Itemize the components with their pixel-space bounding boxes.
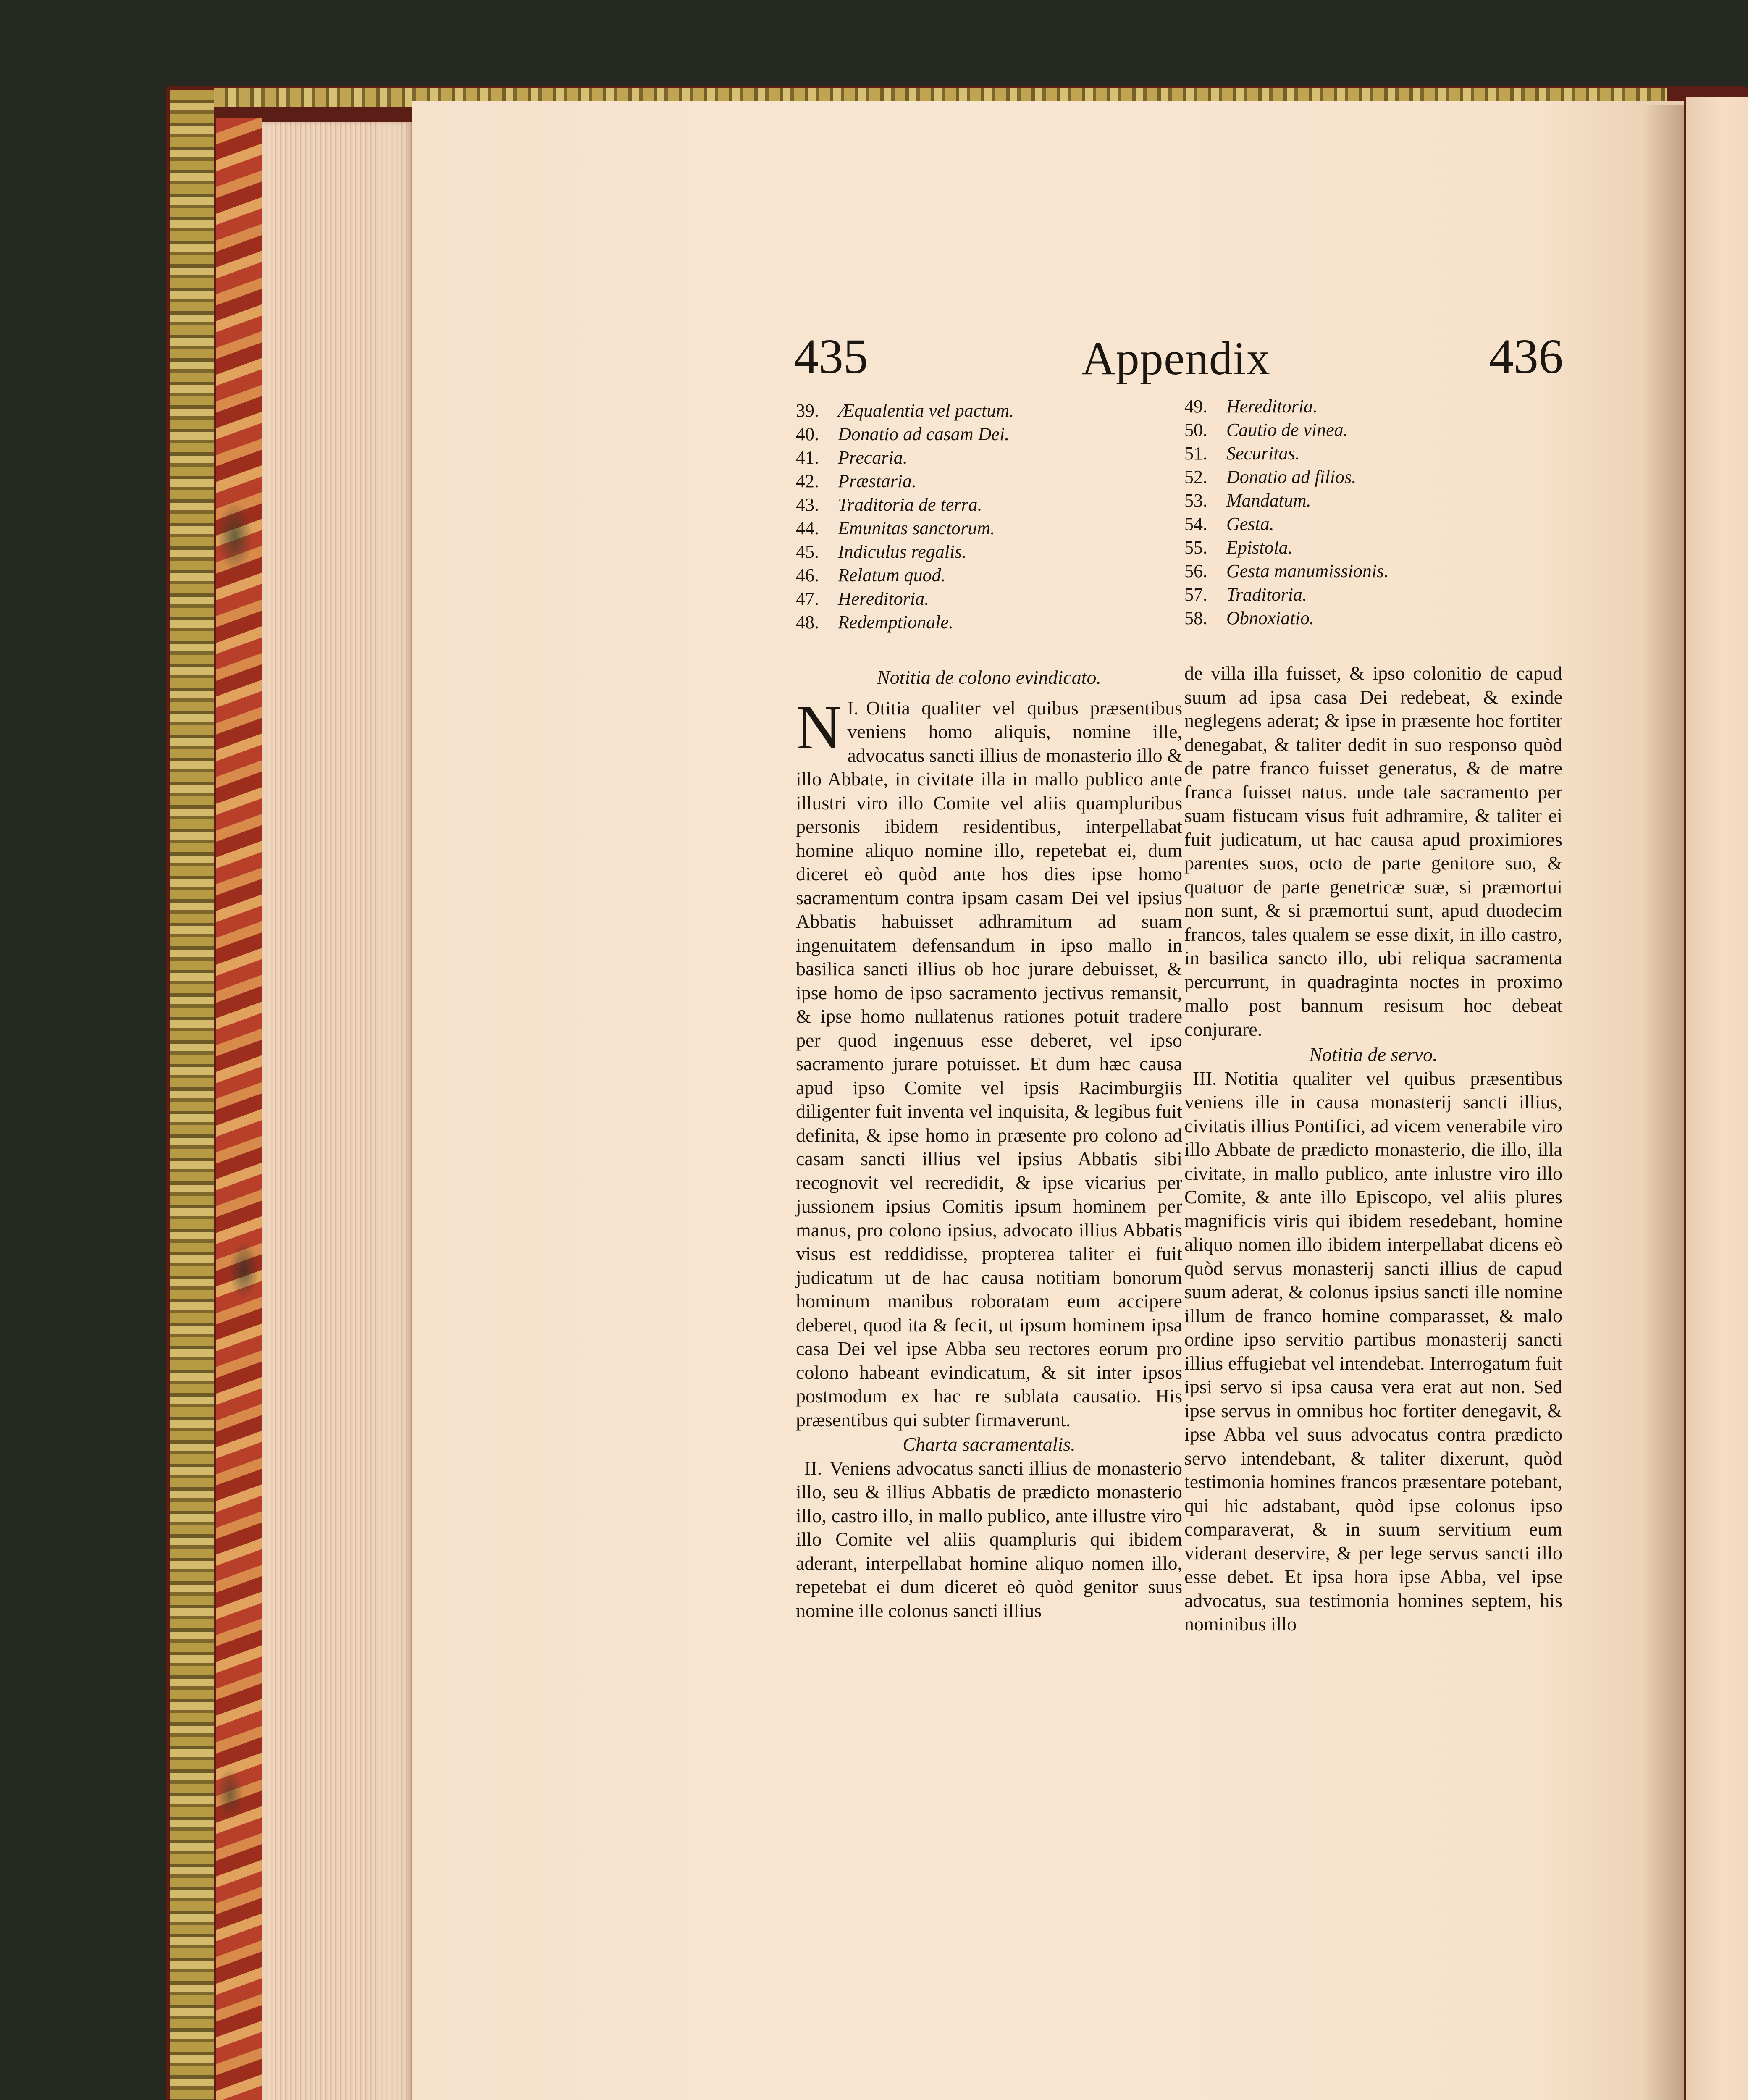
contents-list-right xyxy=(1184,395,1562,630)
list-item: 48. Redemptionale. xyxy=(796,612,953,633)
page-number-left: 435 xyxy=(794,329,868,384)
text-column-right xyxy=(1184,662,1562,1636)
paragraph: I. N Otitia qualiter vel quibus præsentibus veniens homo aliquis, nomine ille, advocatus sancti illius de monasterio illo & illo Abbate, in civitate illa in mallo publico ante illustri viro illo Comite vel aliis quampluribus personis ibidem residentibus, interpellabat homine aliquo nomine illo, repetebat ei, dum diceret eò quòd ante hos dies ipse homo sacramentum contra ipsam casam Dei vel ipsius Abbatis habuisset adhramitum ad suam ingenuitatem defensandum in ipso mallo in basilica sancti illius ob hoc jurare debuisset, & ipse homo de ipso sacramento jectivus remansit, & ipse homo nullatenus rationes potuit tradere per quod ingenuus esse deberet, vel ipso sacramento jurare potuisset. Et dum hæc causa apud ipso Comite vel ipsis Racimburgiis diligenter fuit inventa vel inquisita, & legibus fuit definita, & ipse homo in præsente pro colono ad casam sancti illius vel ipsius Abbatis sibi recognovit vel recredidit, & ipse vicarius per jussionem ipsius Comitis ipsum hominem per manus, pro colono ipsius, advocato illius Abbatis visus est reddidisse, propterea taliter ei fuit judicatum ut de hac causa notitiam bonorum hominum manibus roboratam eum accipere deberet, quod ita & fecit, ut ipsum hominem ipsa casa Dei vel ipse Abba seu rectores eorum pro colono habeant evindicatum, & sit inter ipsos postmodum ex hac re sublata causatio. His præsentibus qui subter firmaverunt. xyxy=(796,692,1182,1431)
paragraph: III. Notitia qualiter vel quibus præsentibus veniens ille in causa monasterij sancti illius, civitatis illius Pontifici, ad vicem venerabile viro illo Abbate de prædicto monasterio, die illo, illa civitate, in mallo publico, ante inlustre viro illo Comite, & ante illo Episcopo, vel aliis plures magnificis viris qui ibidem resedebant, homine aliquo nomen illo ibidem interpellabat dicens eò quòd servus monasterij sancti illius de capud suum aderat, & colonus ipsius sancti ille nomine illum de franco homine comparasset, & malo ordine ipso servitio partibus monasterij sancti illius effugiebat vel intendebat. Interrogatum fuit ipsi servo si ipsa causa vera erat aut non. Sed ipse servus in omnibus hoc fortiter denegavit, & ipse Abba vel suus advocatus contra prædicto servo intendebant, & taliter dixerunt, quòd testimonia homines francos præsentare potebant, qui hic adstabant, quòd ipse colonus ipso comparaverat, & in suum servitium eum viderant deservire, & per lege servus sancti illo esse debet. Et ipsa hora ipse Abba, vel ipse advocatus, sua testimonia homines septem, his nominibus illo xyxy=(1184,1067,1562,1635)
list-item: 43. Traditoria de terra. xyxy=(796,494,982,515)
list-item: 45. Indiculus regalis. xyxy=(796,541,967,562)
list-item: 49. Hereditoria. xyxy=(1184,396,1318,417)
list-item: 44. Emunitas sanctorum. xyxy=(796,518,995,538)
list-item: 47. Hereditoria. xyxy=(796,588,929,609)
section-heading: Charta sacramentalis. xyxy=(903,1433,1076,1455)
list-item: 46. Relatum quod. xyxy=(796,565,946,585)
paragraph: de villa illa fuisset, & ipso colonitio de capud suum ad ipsa casa Dei redebeat, & exinde neglegens aderat; & ipse in præsente hoc fortiter denegabat, & taliter dedit in suo responso quòd de patre franco fuisset generatus, & de matre franca fuisset natus. unde tale sacramento per suam fistucam visus fuit adhramire, & taliter ei fuit judicatum, ut hac causa apud proximiores parentes suos, octo de parte genitore suo, & quatuor de parte genetricæ suæ, si præmortui non sunt, & si præmortui sunt, apud duodecim francos, tales qualem se esse dixit, in illo castro, in basilica sancto illo, ubi reliqua sacramenta percurrunt, in quadraginta noctes in proximo mallo post bannum resisum hoc debeat conjurare. xyxy=(1184,662,1562,1040)
marbled-endpaper xyxy=(216,118,262,2100)
list-item: 52. Donatio ad filios. xyxy=(1184,467,1357,487)
list-item: 40. Donatio ad casam Dei. xyxy=(796,424,1010,444)
list-item: 54. Gesta. xyxy=(1184,514,1274,534)
running-title: Appendix xyxy=(1081,333,1270,385)
list-item: 58. Obnoxiatio. xyxy=(1184,608,1314,628)
gilt-border-left xyxy=(170,90,214,2100)
list-item: 51. Securitas. xyxy=(1184,443,1300,464)
section-numeral: II. xyxy=(804,1457,822,1479)
contents-list-left xyxy=(796,399,1174,634)
page-number-right: 436 xyxy=(1489,329,1563,384)
page-block-edge xyxy=(262,122,412,2100)
section-heading: Notitia de servo. xyxy=(1309,1044,1438,1065)
list-item: 42. Præstaria. xyxy=(796,471,917,491)
facing-page-edge xyxy=(1686,97,1748,2100)
drop-cap: N xyxy=(796,692,842,762)
section-numeral: III. xyxy=(1193,1067,1217,1089)
list-item: 56. Gesta manumissionis. xyxy=(1184,561,1389,581)
text-column-left xyxy=(796,666,1182,1622)
list-item: 50. Cautio de vinea. xyxy=(1184,420,1348,440)
list-item: 41. Precaria. xyxy=(796,447,908,468)
gutter-shadow xyxy=(1642,105,1684,2100)
list-item: 39. Æqualentia vel pactum. xyxy=(796,400,1014,421)
section-numeral: I. xyxy=(847,697,859,719)
list-item: 55. Epistola. xyxy=(1184,537,1293,558)
section-heading: Notitia de colono evindicato. xyxy=(877,667,1101,688)
list-item: 57. Traditoria. xyxy=(1184,584,1307,605)
list-item: 53. Mandatum. xyxy=(1184,490,1311,511)
paragraph: II. Veniens advocatus sancti illius de monasterio illo, seu & illius Abbatis de prædicto monasterio illo, castro illo, in mallo publico, ante illustre viro illo Comite vel aliis quampluris qui ibidem aderant, interpellabat homine aliquo nomen illo, repetebat ei dum diceret eò quòd genitor suus nomine ille colonus sancti illius xyxy=(796,1457,1182,1621)
